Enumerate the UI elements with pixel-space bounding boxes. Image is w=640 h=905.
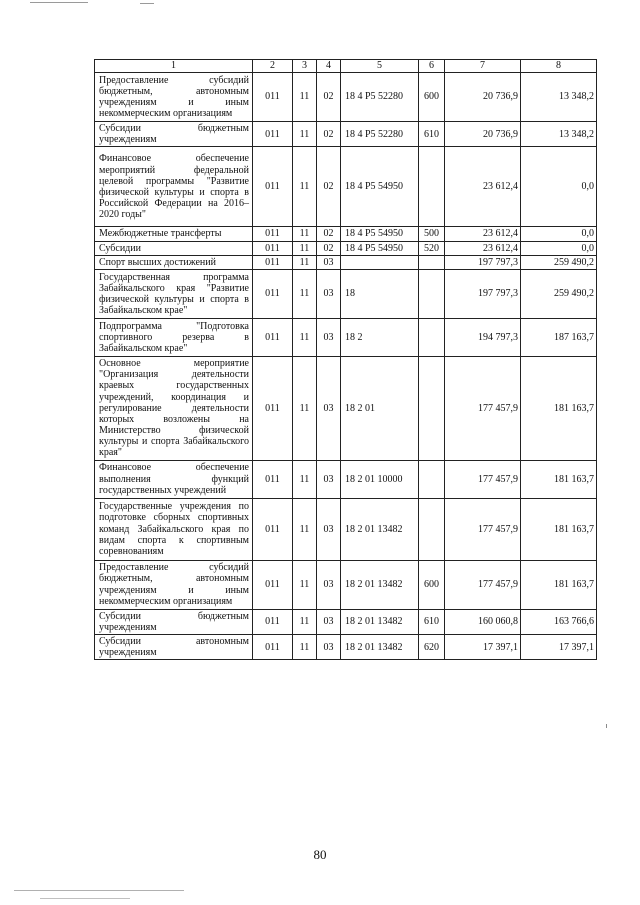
scan-artifact-bottom-2 [40, 898, 130, 899]
subsection-code-cell: 02 [317, 122, 341, 147]
table-row [95, 269, 597, 318]
table-row [95, 122, 597, 147]
target-article-cell: 18 2 01 10000 [341, 460, 419, 498]
column-header: 6 [419, 60, 445, 73]
row-name-cell: Спорт высших достижений [95, 255, 253, 269]
target-article-cell: 18 4 P5 54950 [341, 227, 419, 241]
expense-type-cell [419, 460, 445, 498]
scan-artifact-right [606, 724, 607, 728]
expense-type-cell [419, 356, 445, 460]
table-row [95, 560, 597, 609]
amount-col7-cell: 197 797,3 [445, 255, 521, 269]
subsection-code-cell: 02 [317, 241, 341, 255]
ministry-code-cell: 011 [253, 460, 293, 498]
subsection-code-cell: 03 [317, 498, 341, 560]
target-article-cell: 18 2 01 13482 [341, 635, 419, 660]
expense-type-cell [419, 318, 445, 356]
target-article-cell: 18 4 P5 54950 [341, 147, 419, 227]
row-name-cell: Межбюджетные трансферты [95, 227, 253, 241]
ministry-code-cell: 011 [253, 498, 293, 560]
target-article-cell: 18 2 01 13482 [341, 498, 419, 560]
subsection-code-cell: 03 [317, 609, 341, 634]
target-article-cell: 18 2 01 13482 [341, 560, 419, 609]
expense-type-cell: 600 [419, 73, 445, 122]
table-row [95, 255, 597, 269]
table-row [95, 227, 597, 241]
ministry-code-cell: 011 [253, 147, 293, 227]
table-row [95, 73, 597, 122]
section-code-cell: 11 [293, 356, 317, 460]
ministry-code-cell: 011 [253, 269, 293, 318]
section-code-cell: 11 [293, 560, 317, 609]
amount-col8-cell: 17 397,1 [521, 635, 597, 660]
amount-col8-cell: 163 766,6 [521, 609, 597, 634]
row-name-cell: Субсидии автономным учреждениям [95, 635, 253, 660]
amount-col8-cell: 259 490,2 [521, 255, 597, 269]
expense-type-cell: 520 [419, 241, 445, 255]
table-row [95, 460, 597, 498]
amount-col8-cell: 13 348,2 [521, 73, 597, 122]
section-code-cell: 11 [293, 609, 317, 634]
column-header: 5 [341, 60, 419, 73]
row-name-cell: Предоставление субсидий бюджетным, автономным учреждениям и иным некоммерческим организациям [95, 560, 253, 609]
row-name-cell: Подпрограмма "Подготовка спортивного резерва в Забайкальском крае" [95, 318, 253, 356]
subsection-code-cell: 03 [317, 635, 341, 660]
section-code-cell: 11 [293, 255, 317, 269]
expense-type-cell [419, 147, 445, 227]
expense-type-cell [419, 498, 445, 560]
amount-col7-cell: 197 797,3 [445, 269, 521, 318]
ministry-code-cell: 011 [253, 255, 293, 269]
table-row [95, 635, 597, 660]
subsection-code-cell: 03 [317, 269, 341, 318]
column-header: 4 [317, 60, 341, 73]
row-name-cell: Государственная программа Забайкальского края "Развитие физической культуры и спорта в Забайкальском крае" [95, 269, 253, 318]
amount-col7-cell: 177 457,9 [445, 560, 521, 609]
amount-col8-cell: 13 348,2 [521, 122, 597, 147]
amount-col7-cell: 177 457,9 [445, 498, 521, 560]
row-name-cell: Субсидии [95, 241, 253, 255]
ministry-code-cell: 011 [253, 241, 293, 255]
amount-col7-cell: 194 797,3 [445, 318, 521, 356]
amount-col8-cell: 181 163,7 [521, 356, 597, 460]
amount-col7-cell: 17 397,1 [445, 635, 521, 660]
expense-type-cell: 500 [419, 227, 445, 241]
subsection-code-cell: 02 [317, 147, 341, 227]
table-row [95, 241, 597, 255]
budget-table [94, 59, 597, 660]
subsection-code-cell: 02 [317, 73, 341, 122]
section-code-cell: 11 [293, 269, 317, 318]
page-number: 80 [313, 847, 327, 862]
amount-col8-cell: 259 490,2 [521, 269, 597, 318]
target-article-cell: 18 4 P5 54950 [341, 241, 419, 255]
table-row [95, 609, 597, 634]
column-header: 8 [521, 60, 597, 73]
ministry-code-cell: 011 [253, 356, 293, 460]
subsection-code-cell: 03 [317, 560, 341, 609]
column-header: 7 [445, 60, 521, 73]
target-article-cell: 18 2 01 13482 [341, 609, 419, 634]
section-code-cell: 11 [293, 227, 317, 241]
amount-col8-cell: 0,0 [521, 241, 597, 255]
amount-col8-cell: 181 163,7 [521, 560, 597, 609]
ministry-code-cell: 011 [253, 73, 293, 122]
row-name-cell: Финансовое обеспечение выполнения функций государственных учреждений [95, 460, 253, 498]
scan-artifact-top-right [140, 3, 154, 4]
subsection-code-cell: 03 [317, 460, 341, 498]
section-code-cell: 11 [293, 498, 317, 560]
amount-col7-cell: 177 457,9 [445, 460, 521, 498]
table-header-row [95, 60, 597, 73]
target-article-cell: 18 [341, 269, 419, 318]
expense-type-cell [419, 255, 445, 269]
ministry-code-cell: 011 [253, 560, 293, 609]
amount-col8-cell: 181 163,7 [521, 498, 597, 560]
expense-type-cell: 620 [419, 635, 445, 660]
amount-col7-cell: 160 060,8 [445, 609, 521, 634]
target-article-cell: 18 4 P5 52280 [341, 73, 419, 122]
row-name-cell: Государственные учреждения по подготовке сборных спортивных команд Забайкальского края по видам спорта к спортивным соревнованиям [95, 498, 253, 560]
target-article-cell: 18 2 [341, 318, 419, 356]
amount-col7-cell: 23 612,4 [445, 147, 521, 227]
row-name-cell: Основное мероприятие "Организация деятельности краевых государственных учреждений, координация и регулирование деятельности которых возложены на Министерство физической культуры и спорта Забайкальского края" [95, 356, 253, 460]
row-name-cell: Субсидии бюджетным учреждениям [95, 609, 253, 634]
table-row [95, 356, 597, 460]
amount-col7-cell: 177 457,9 [445, 356, 521, 460]
table-row [95, 318, 597, 356]
target-article-cell: 18 4 P5 52280 [341, 122, 419, 147]
section-code-cell: 11 [293, 147, 317, 227]
target-article-cell: 18 2 01 [341, 356, 419, 460]
expense-type-cell: 600 [419, 560, 445, 609]
ministry-code-cell: 011 [253, 318, 293, 356]
column-header: 2 [253, 60, 293, 73]
expense-type-cell: 610 [419, 122, 445, 147]
section-code-cell: 11 [293, 73, 317, 122]
row-name-cell: Финансовое обеспечение мероприятий федеральной целевой программы "Развитие физической культуры и спорта в Российской Федерации на 2016–2020 годы" [95, 147, 253, 227]
ministry-code-cell: 011 [253, 122, 293, 147]
ministry-code-cell: 011 [253, 635, 293, 660]
row-name-cell: Субсидии бюджетным учреждениям [95, 122, 253, 147]
amount-col7-cell: 20 736,9 [445, 122, 521, 147]
column-header: 3 [293, 60, 317, 73]
subsection-code-cell: 03 [317, 318, 341, 356]
section-code-cell: 11 [293, 122, 317, 147]
table-row [95, 498, 597, 560]
ministry-code-cell: 011 [253, 609, 293, 634]
target-article-cell [341, 255, 419, 269]
amount-col8-cell: 0,0 [521, 147, 597, 227]
subsection-code-cell: 02 [317, 227, 341, 241]
expense-type-cell [419, 269, 445, 318]
subsection-code-cell: 03 [317, 255, 341, 269]
amount-col7-cell: 23 612,4 [445, 227, 521, 241]
amount-col7-cell: 23 612,4 [445, 241, 521, 255]
table-row [95, 147, 597, 227]
ministry-code-cell: 011 [253, 227, 293, 241]
section-code-cell: 11 [293, 635, 317, 660]
scan-artifact-top [30, 2, 88, 3]
amount-col8-cell: 0,0 [521, 227, 597, 241]
section-code-cell: 11 [293, 241, 317, 255]
row-name-cell: Предоставление субсидий бюджетным, автономным учреждениям и иным некоммерческим организациям [95, 73, 253, 122]
column-header: 1 [95, 60, 253, 73]
section-code-cell: 11 [293, 318, 317, 356]
amount-col8-cell: 187 163,7 [521, 318, 597, 356]
section-code-cell: 11 [293, 460, 317, 498]
amount-col7-cell: 20 736,9 [445, 73, 521, 122]
scan-artifact-bottom [14, 890, 184, 891]
amount-col8-cell: 181 163,7 [521, 460, 597, 498]
subsection-code-cell: 03 [317, 356, 341, 460]
expense-type-cell: 610 [419, 609, 445, 634]
